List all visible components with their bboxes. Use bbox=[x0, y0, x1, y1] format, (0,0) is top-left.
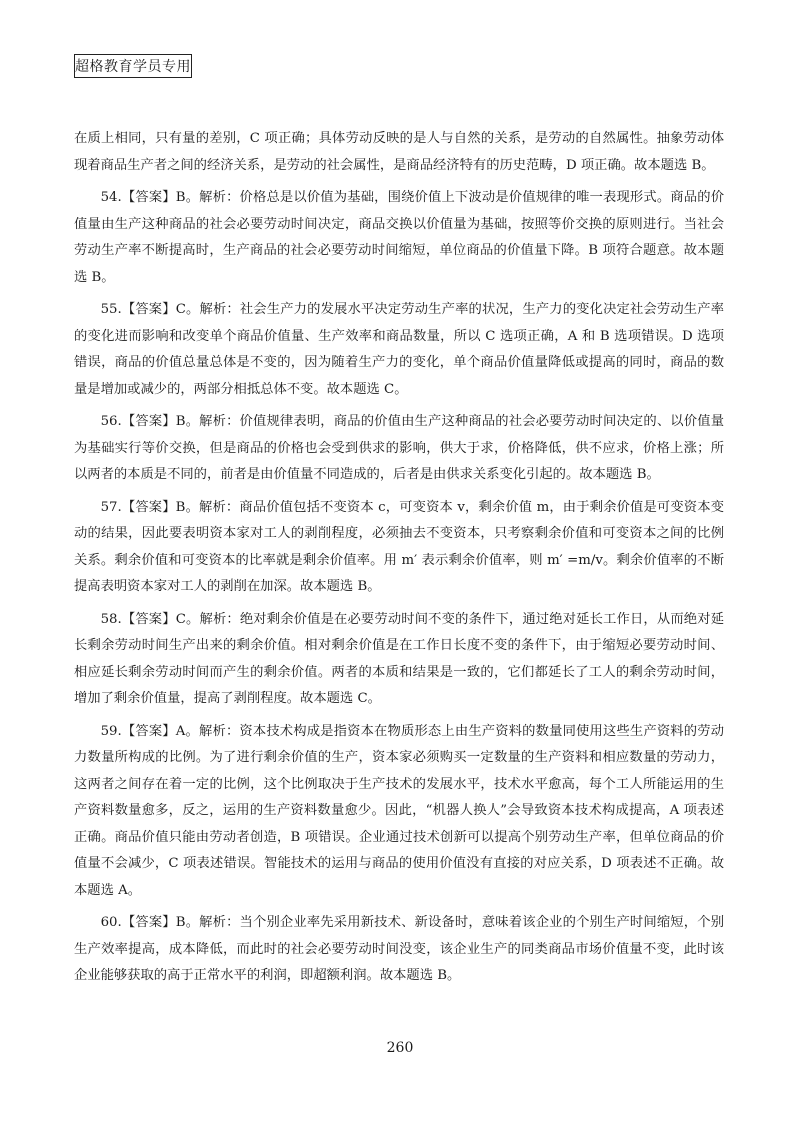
answer-57: 57.【答案】B。解析：商品价值包括不变资本 c，可变资本 v，剩余价值 m，由于剩余价值是可变资本变动的结果，因此要表明资本家对工人的剥削程度，必须抽去不变资本，只考察剩余价值和可变资本之间的比例关系。剩余价值和可变资本的比率就是剩余价值率。用 m′ 表示剩余价值率，则 m′ =m/v。剩余价值率的不断提高表明资本家对工人的剥削在加深。故本题选 B。 bbox=[74, 499, 724, 594]
answer-59: 59.【答案】A。解析：资本技术构成是指资本在物质形态上由生产资料的数量同使用这些生产资料的劳动力数量所构成的比例。为了进行剩余价值的生产，资本家必须购买一定数量的生产资料和相应数量的劳动力，这两者之间存在着一定的比例，这个比例取决于生产技术的发展水平，技术水平愈高，每个工人所能运用的生产资料数量愈多，反之，运用的生产资料数量愈少。因此，“机器人换人”会导致资本技术构成提高，A 项表述正确。商品价值只能由劳动者创造，B 项错误。企业通过技术创新可以提高个别劳动生产率，但单位商品的价值量不会减少，C 项表述错误。智能技术的运用与商品的使用价值没有直接的对应关系，D 项表述不正确。故本题选 A。 bbox=[74, 723, 724, 898]
answer-54: 54.【答案】B。解析：价格总是以价值为基础，围绕价值上下波动是价值规律的唯一表现形式。商品的价值量由生产这种商品的社会必要劳动时间决定，商品交换以价值量为基础，按照等价交换的原则进行。当社会劳动生产率不断提高时，生产商品的社会必要劳动时间缩短，单位商品的价值量下降。B 项符合题意。故本题选 B。 bbox=[74, 190, 724, 285]
answer-58: 58.【答案】C。解析：绝对剩余价值是在必要劳动时间不变的条件下，通过绝对延长工作日，从而绝对延长剩余劳动时间生产出来的剩余价值。相对剩余价值是在工作日长度不变的条件下，由于缩短必要劳动时间、相应延长剩余劳动时间而产生的剩余价值。两者的本质和结果是一致的，它们都延长了工人的剩余劳动时间，增加了剩余价值量，提高了剥削程度。故本题选 C。 bbox=[74, 611, 724, 706]
page-number: 260 bbox=[386, 1040, 414, 1056]
answer-55: 55.【答案】C。解析：社会生产力的发展水平决定劳动生产率的状况，生产力的变化决定社会劳动生产率的变化进而影响和改变单个商品价值量、生产效率和商品数量，所以 C 选项正确，A 和 B 选项错误。D 选项错误，商品的价值总量总体是不变的，因为随着生产力的变化，单个商品价值量降低或提高的同时，商品的数量是增加或减少的，两部分相抵总体不变。故本题选 C。 bbox=[74, 302, 724, 397]
answer-60: 60.【答案】B。解析：当个别企业率先采用新技术、新设备时，意味着该企业的个别生产时间缩短，个别生产效率提高，成本降低，而此时的社会必要劳动时间没变，该企业生产的同类商品市场价值量不变，此时该企业能够获取的高于正常水平的利润，即超额利润。故本题选 B。 bbox=[74, 915, 724, 983]
watermark-header-label: 超格教育学员专用 bbox=[74, 54, 192, 78]
answer-explanations bbox=[74, 126, 724, 996]
answer-56: 56.【答案】B。解析：价值规律表明，商品的价值由生产这种商品的社会必要劳动时间决定的、以价值量为基础实行等价交换，但是商品的价格也会受到供求的影响，供大于求，价格降低，供不应求，价格上涨；所以两者的本质是不同的，前者是由价值量不同造成的，后者是由供求关系变化引起的。故本题选 B。 bbox=[74, 414, 724, 482]
paragraph-continuation: 在质上相同，只有量的差别，C 项正确；具体劳动反映的是人与自然的关系，是劳动的自然属性。抽象劳动体现着商品生产者之间的经济关系，是劳动的社会属性，是商品经济特有的历史范畴，D 项正确。故本题选 B。 bbox=[74, 131, 724, 173]
